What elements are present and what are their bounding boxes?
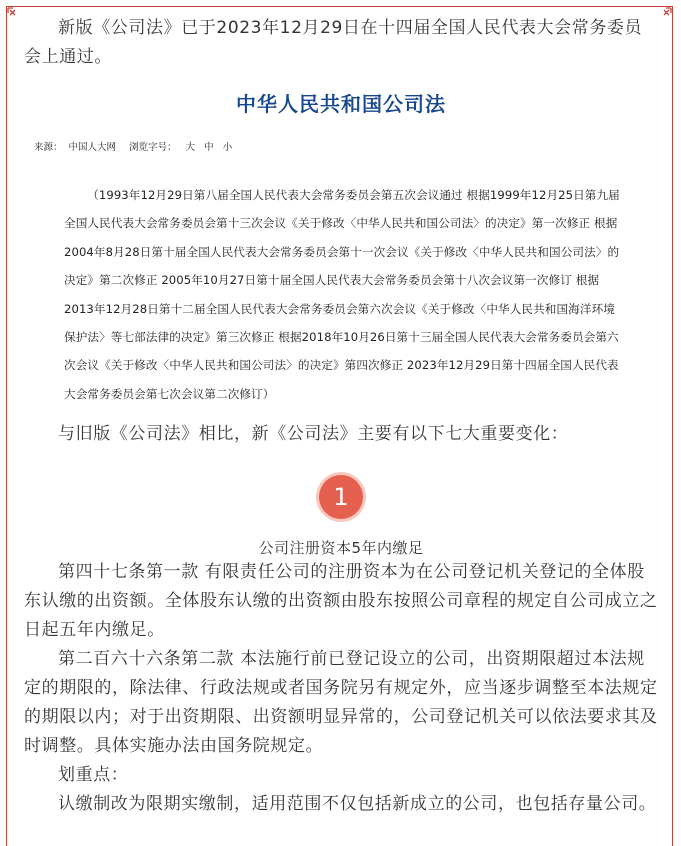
corner-ornament-icon bbox=[7, 7, 19, 19]
section-title: 公司注册资本5年内缴足 bbox=[258, 539, 424, 558]
key-points-label: 划重点： bbox=[58, 765, 129, 786]
article-content bbox=[24, 14, 658, 819]
font-small-link[interactable]: 小 bbox=[222, 142, 233, 153]
font-medium-link[interactable]: 中 bbox=[204, 142, 214, 153]
source-label: 来源： bbox=[34, 142, 63, 153]
article-266-paragraph: 第二百六十六条第二款 本法施行前已登记设立的公司，出资期限超过本法规定的期限的，除法律、行政法规或者国务院另有规定外，应当逐步调整至本法规定的期限以内；对于出资期限、出资额明显异常的，公司登记机关可以依法要求其及时调整。具体实施办法由国务院规定。 bbox=[24, 649, 658, 757]
number-badge: 1 bbox=[319, 475, 363, 519]
law-title: 中华人民共和国公司法 bbox=[236, 92, 446, 116]
font-size-label: 浏览字号： bbox=[129, 142, 177, 153]
source-value: 中国人大网 bbox=[68, 142, 117, 153]
comparison-paragraph: 与旧版《公司法》相比，新《公司法》主要有以下七大重要变化： bbox=[58, 424, 569, 445]
corner-ornament-icon bbox=[660, 7, 672, 19]
source-bar bbox=[34, 139, 658, 153]
article-47-paragraph: 第四十七条第一款 有限责任公司的注册资本为在公司登记机关登记的全体股东认缴的出资额。全体股东认缴的出资额由股东按照公司章程的规定自公司成立之日起五年内缴足。 bbox=[24, 562, 658, 641]
amendment-history: （1993年12月29日第八届全国人民代表大会常务委员会第五次会议通过 根据1999年12月25日第九届全国人民代表大会常务委员会第十三次会议《关于修改〈中华人民共和国公司法〉的决定》第一次修正 根据2004年8月28日第十届全国人民代表大会常务委员会第十一次会议《关于修改〈中华人民共和国公司法〉的决定》第二次修正 2005年10月27日第十届全国人民代表大会常务委员会第十八次会议第一次修订 根据2013年12月28日第十二届全国人民代表大会常务委员会第六次会议《关于修改〈中华人民共和国海洋环境保护法〉等七部法律的决定》第三次修正 根据2018年10月26日第十三届全国人民代表大会常务委员会第六次会议《关于修改〈中华人民共和国公司法〉的决定》第四次修正 2023年12月29日第十四届全国人民代表大会常务委员会第七次会议第二次修订） bbox=[64, 188, 620, 401]
section-badge bbox=[24, 475, 658, 525]
key-points-paragraph: 认缴制改为限期实缴制，适用范围不仅包括新成立的公司，也包括存量公司。 bbox=[58, 794, 657, 815]
intro-paragraph: 新版《公司法》已于2023年12月29日在十四届全国人民代表大会常务委员会上通过。 bbox=[24, 18, 643, 67]
font-large-link[interactable]: 大 bbox=[185, 142, 196, 153]
